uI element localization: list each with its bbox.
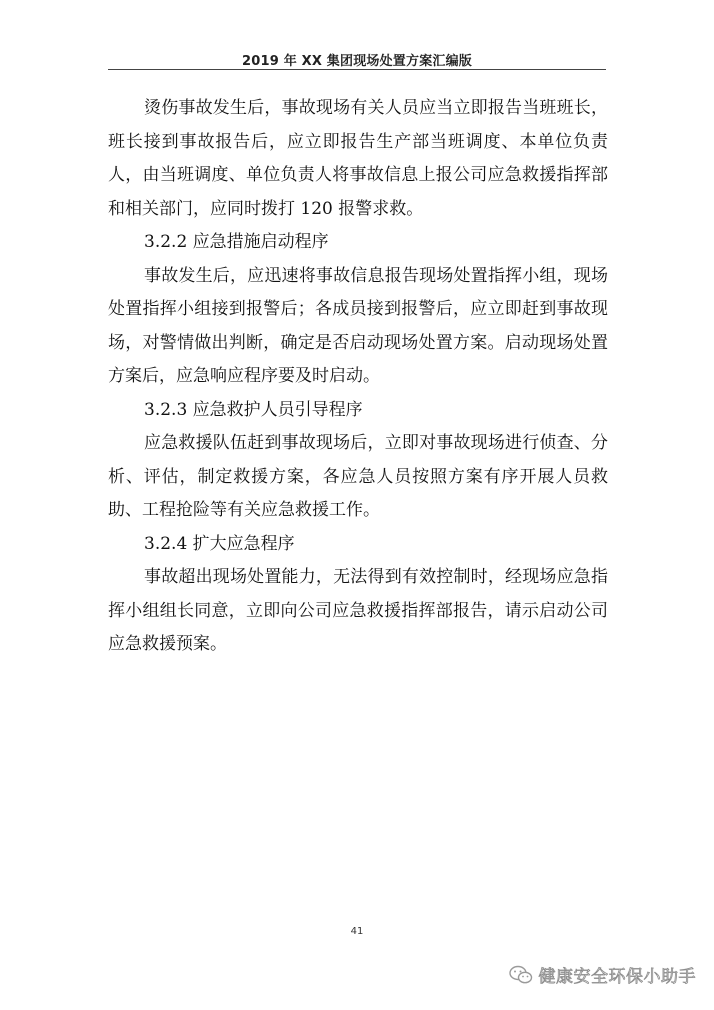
header-divider — [108, 69, 606, 70]
document-body — [108, 92, 608, 662]
section-heading-3-2-3: 3.2.3 应急救护人员引导程序 — [144, 399, 363, 420]
wechat-icon — [509, 965, 533, 985]
paragraph-accident-report: 烫伤事故发生后，事故现场有关人员应当立即报告当班班长，班长接到事故报告后，应立即报告生产部当班调度、本单位负责人，由当班调度、单位负责人将事故信息上报公司应急救援指挥部和相关部门，应同时拨打 120 报警求救。 — [108, 98, 608, 219]
watermark — [509, 962, 697, 987]
page-header: 2019 年 XX 集团现场处置方案汇编版 — [241, 54, 472, 69]
watermark-text: 健康安全环保小助手 — [538, 967, 696, 987]
paragraph-rescue-guidance: 应急救援队伍赶到事故现场后，立即对事故现场进行侦查、分析、评估，制定救援方案，各应急人员按照方案有序开展人员救助、工程抢险等有关应急救援工作。 — [108, 433, 608, 520]
paragraph-emergency-measures: 事故发生后，应迅速将事故信息报告现场处置指挥小组，现场处置指挥小组接到报警后；各成员接到报警后，应立即赶到事故现场，对警情做出判断，确定是否启动现场处置方案。启动现场处置方案后，应急响应程序要及时启动。 — [108, 265, 608, 386]
section-heading-3-2-2: 3.2.2 应急措施启动程序 — [144, 232, 329, 252]
paragraph-expanded-response: 事故超出现场处置能力，无法得到有效控制时，经现场应急指挥小组组长同意，立即向公司应急救援指挥部报告，请示启动公司应急救援预案。 — [108, 567, 608, 654]
section-heading-3-2-4: 3.2.4 扩大应急程序 — [144, 533, 295, 554]
page-number: 41 — [350, 926, 364, 937]
